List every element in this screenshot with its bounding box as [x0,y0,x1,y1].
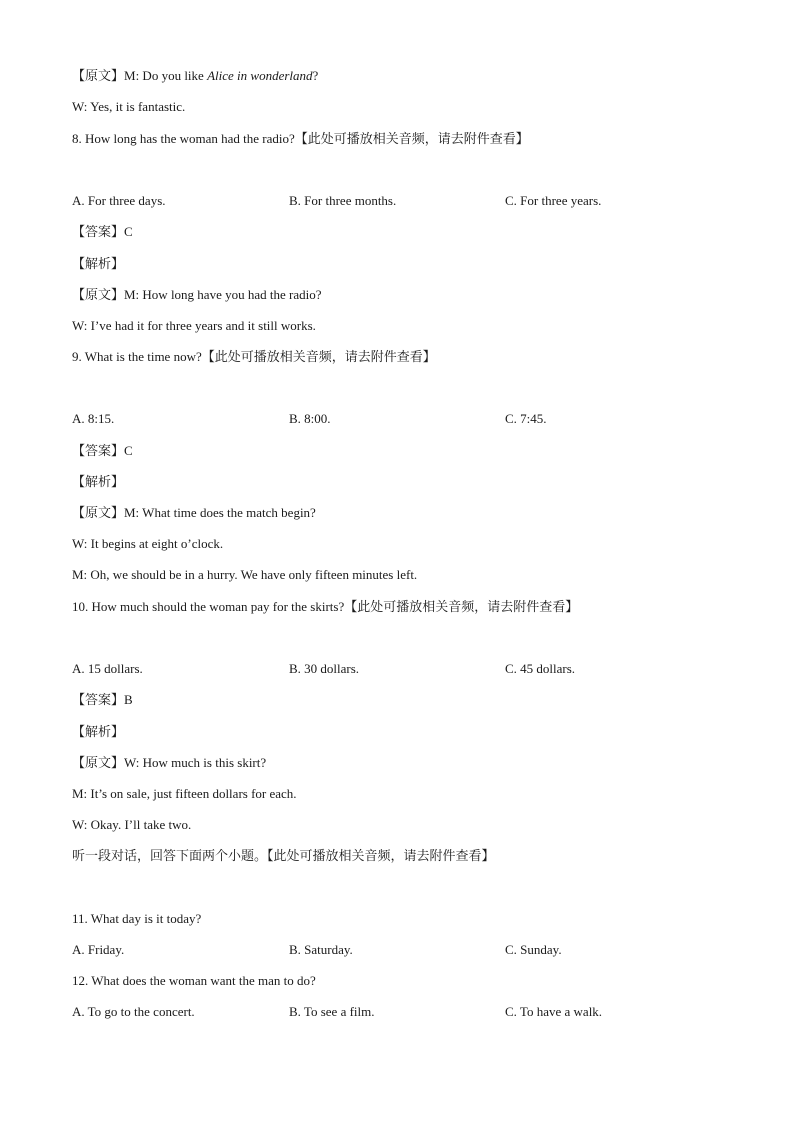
q10-option-b: B. 30 dollars. [289,661,360,676]
transcript-tag: 【原文】 [72,68,125,83]
q11-option-a: A. Friday. [72,942,125,957]
q9-option-b: B. 8:00. [289,411,331,426]
q12-option-c: C. To have a walk. [505,1004,603,1019]
question-10: 10. How much should the woman pay for the skirts?【此处可播放相关音频，请去附件查看】 [72,599,579,614]
q10-transcript-line-1: 【原文】W: How much is this skirt? [72,755,267,770]
q10-option-c: C. 45 dollars. [505,661,576,676]
q10-transcript-line-3: W: Okay. I’ll take two. [72,817,192,832]
q9-transcript-line-1: 【原文】M: What time does the match begin? [72,505,316,520]
q7-transcript-line-2: W: Yes, it is fantastic. [72,99,186,114]
q8-option-a: A. For three days. [72,193,166,208]
q8-option-c: C. For three years. [505,193,602,208]
q10-option-a: A. 15 dollars. [72,661,143,676]
q9-analysis: 【解析】 [72,474,125,489]
question-12: 12. What does the woman want the man to do? [72,973,316,988]
q12-option-a: A. To go to the concert. [72,1004,195,1019]
section-intro: 听一段对话，回答下面两个小题。【此处可播放相关音频，请去附件查看】 [72,848,495,863]
q8-option-b: B. For three months. [289,193,397,208]
q11-option-b: B. Saturday. [289,942,353,957]
question-9: 9. What is the time now?【此处可播放相关音频，请去附件查看】 [72,349,436,364]
q9-option-a: A. 8:15. [72,411,115,426]
q10-answer: 【答案】B [72,692,133,707]
q8-analysis: 【解析】 [72,256,125,271]
q11-option-c: C. Sunday. [505,942,562,957]
q8-transcript-line-2: W: I’ve had it for three years and it still works. [72,318,316,333]
q10-transcript-line-2: M: It’s on sale, just fifteen dollars for each. [72,786,297,801]
transcript-text: ? [312,68,319,83]
transcript-text: M: Do you like [124,68,208,83]
q8-answer: 【答案】C [72,224,133,239]
q10-analysis: 【解析】 [72,724,125,739]
q9-transcript-line-3: M: Oh, we should be in a hurry. We have only fifteen minutes left. [72,567,418,582]
q9-option-c: C. 7:45. [505,411,547,426]
q9-transcript-line-2: W: It begins at eight o’clock. [72,536,224,551]
q9-answer: 【答案】C [72,443,133,458]
q7-transcript-line-1 [72,68,318,84]
book-title: Alice in wonderland [207,68,313,83]
q8-transcript-line-1: 【原文】M: How long have you had the radio? [72,287,322,302]
question-8: 8. How long has the woman had the radio?【此处可播放相关音频，请去附件查看】 [72,131,529,146]
q12-option-b: B. To see a film. [289,1004,375,1019]
question-11: 11. What day is it today? [72,911,202,926]
